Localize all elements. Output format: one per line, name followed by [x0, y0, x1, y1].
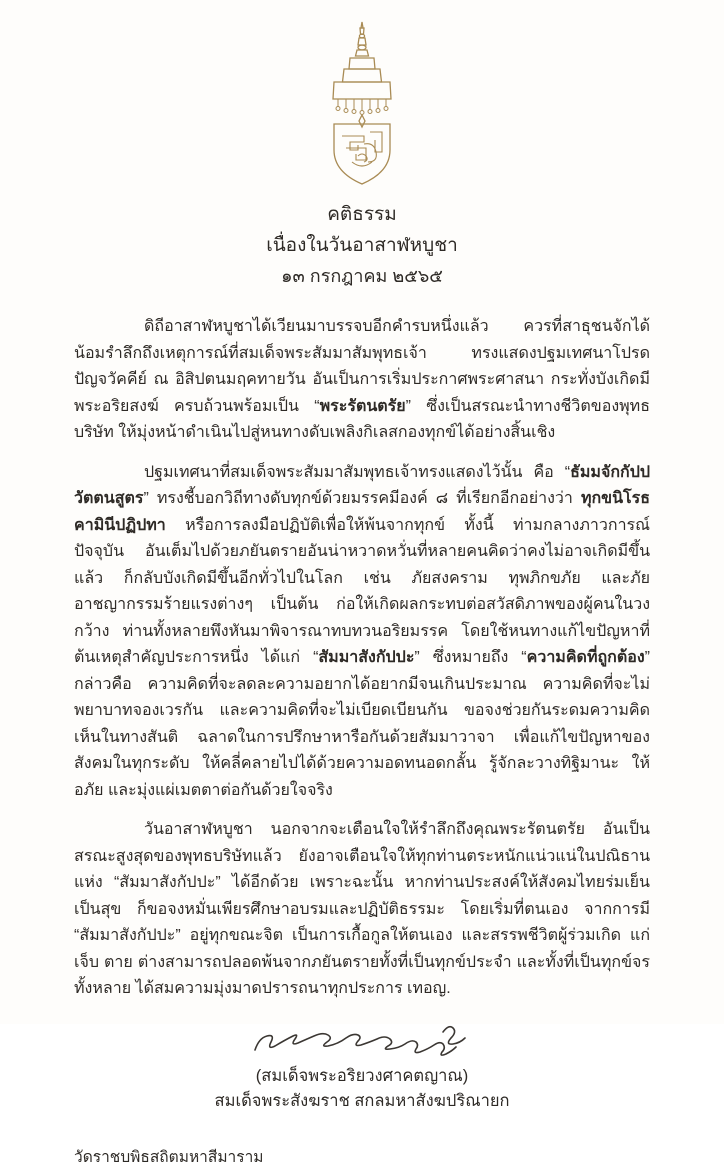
page-date: ๑๓ กรกฎาคม ๒๕๖๕: [281, 266, 443, 286]
page-title: คติธรรม: [327, 204, 397, 225]
emblem-container: [74, 20, 650, 193]
document-body: [74, 314, 650, 1003]
royal-monogram-emblem-icon: [300, 20, 424, 188]
title-block: [74, 199, 650, 292]
page-subtitle: เนื่องในวันอาสาฬหบูชา: [266, 235, 458, 256]
signatory-name: (สมเด็จพระอริยวงศาคตญาณ): [255, 1066, 469, 1085]
temple-name: วัดราชบพิธสถิตมหาสีมาราม: [74, 1148, 264, 1166]
handwritten-signature-image: [247, 1016, 477, 1062]
body-paragraph-1: ดิถีอาสาฬหบูชาได้เวียนมาบรรจบอีกคำรบหนึ่งแล้ว ควรที่สาธุชนจักได้น้อมรำลึกถึงเหตุการณ์ที่สมเด็จพระสัมมาสัมพุทธเจ้า ทรงแสดงปฐมเทศนาโปรดปัญจวัคคีย์ ณ อิสิปตนมฤคทายวัน อันเป็นการเริ่มประกาศพระศาสนา กระทั่งบังเกิดมีพระอริยสงฆ์ ครบถ้วนพร้อมเป็น “พระรัตนตรัย” ซึ่งเป็นสรณะนำทางชีวิตของพุทธบริษัท ให้มุ่งหน้าดำเนินไปสู่หนทางดับเพลิงกิเลสกองทุกข์ได้อย่างสิ้นเชิง: [74, 318, 650, 441]
signatory-title: สมเด็จพระสังฆราช สกลมหาสังฆปริณายก: [214, 1091, 510, 1110]
signature-block: [74, 1016, 650, 1114]
body-paragraph-2: ปฐมเทศนาที่สมเด็จพระสัมมาสัมพุทธเจ้าทรงแสดงไว้นั้น คือ “ธัมมจักกัปปวัตตนสูตร” ทรงชี้บอกวิถีทางดับทุกข์ด้วยมรรคมีองค์ ๘ ที่เรียกอีกอย่างว่า ทุกขนิโรธคามินีปฏิปทา หรือการลงมือปฏิบัติเพื่อให้พ้นจากทุกข์ ทั้งนี้ ท่ามกลางภาวการณ์ปัจจุบัน อันเต็มไปด้วยภยันตรายอันน่าหวาดหวั่นที่หลายคนคิดว่าคงไม่อาจเกิดมีขึ้นแล้ว ก็กลับบังเกิดมีขึ้นอีกทั่วไปในโลก เช่น ภัยสงคราม ทุพภิกขภัย และภัยอาชญากรรมร้ายแรงต่างๆ เป็นต้น ก่อให้เกิดผลกระทบต่อสวัสดิภาพของผู้คนในวงกว้าง ท่านทั้งหลายพึงหันมาพิจารณาทบทวนอริยมรรค โดยใช้หนทางแก้ไขปัญหาที่ต้นเหตุสำคัญประการหนึ่ง ได้แก่ “สัมมาสังกัปปะ” ซึ่งหมายถึง “ความคิดที่ถูกต้อง” กล่าวคือ ความคิดที่จะลดละความอยากได้อยากมีจนเกินประมาณ ความคิดที่จะไม่พยาบาทจองเวรกัน และความคิดที่จะไม่เบียดเบียนกัน ขอจงช่วยกันระดมความคิดเห็นในทางสันติ ฉลาดในการปรึกษาหารือกันด้วยสัมมาวาจา เพื่อแก้ไขปัญหาของสังคมในทุกระดับ ให้คลี่คลายไปได้ด้วยความอดทนอดกลั้น รู้จักละวางทิฐิมานะ ให้อภัย และมุ่งแผ่เมตตาต่อกันด้วยใจจริง: [74, 463, 650, 799]
body-paragraph-3: วันอาสาฬหบูชา นอกจากจะเตือนใจให้รำลึกถึงคุณพระรัตนตรัย อันเป็นสรณะสูงสุดของพุทธบริษัทแล้ว ยังอาจเตือนใจให้ทุกท่านตระหนักแน่วแน่ในปณิธานแห่ง “สัมมาสังกัปปะ” ได้อีกด้วย เพราะฉะนั้น หากท่านประสงค์ให้สังคมไทยร่มเย็นเป็นสุข ก็ขอจงหมั่นเพียรศึกษาอบรมและปฏิบัติธรรมะ โดยเริ่มที่ตนเอง จากการมี “สัมมาสังกัปปะ” อยู่ทุกขณะจิต เป็นการเกื้อกูลให้ตนเอง และสรรพชีวิตผู้ร่วมเกิด แก่ เจ็บ ตาย ต่างสามารถปลอดพ้นจากภยันตรายทั้งที่เป็นทุกข์ประจำ และทั้งที่เป็นทุกข์จรทั้งหลาย ได้สมความมุ่งมาดปรารถนาทุกประการ เทอญ.: [74, 821, 650, 997]
